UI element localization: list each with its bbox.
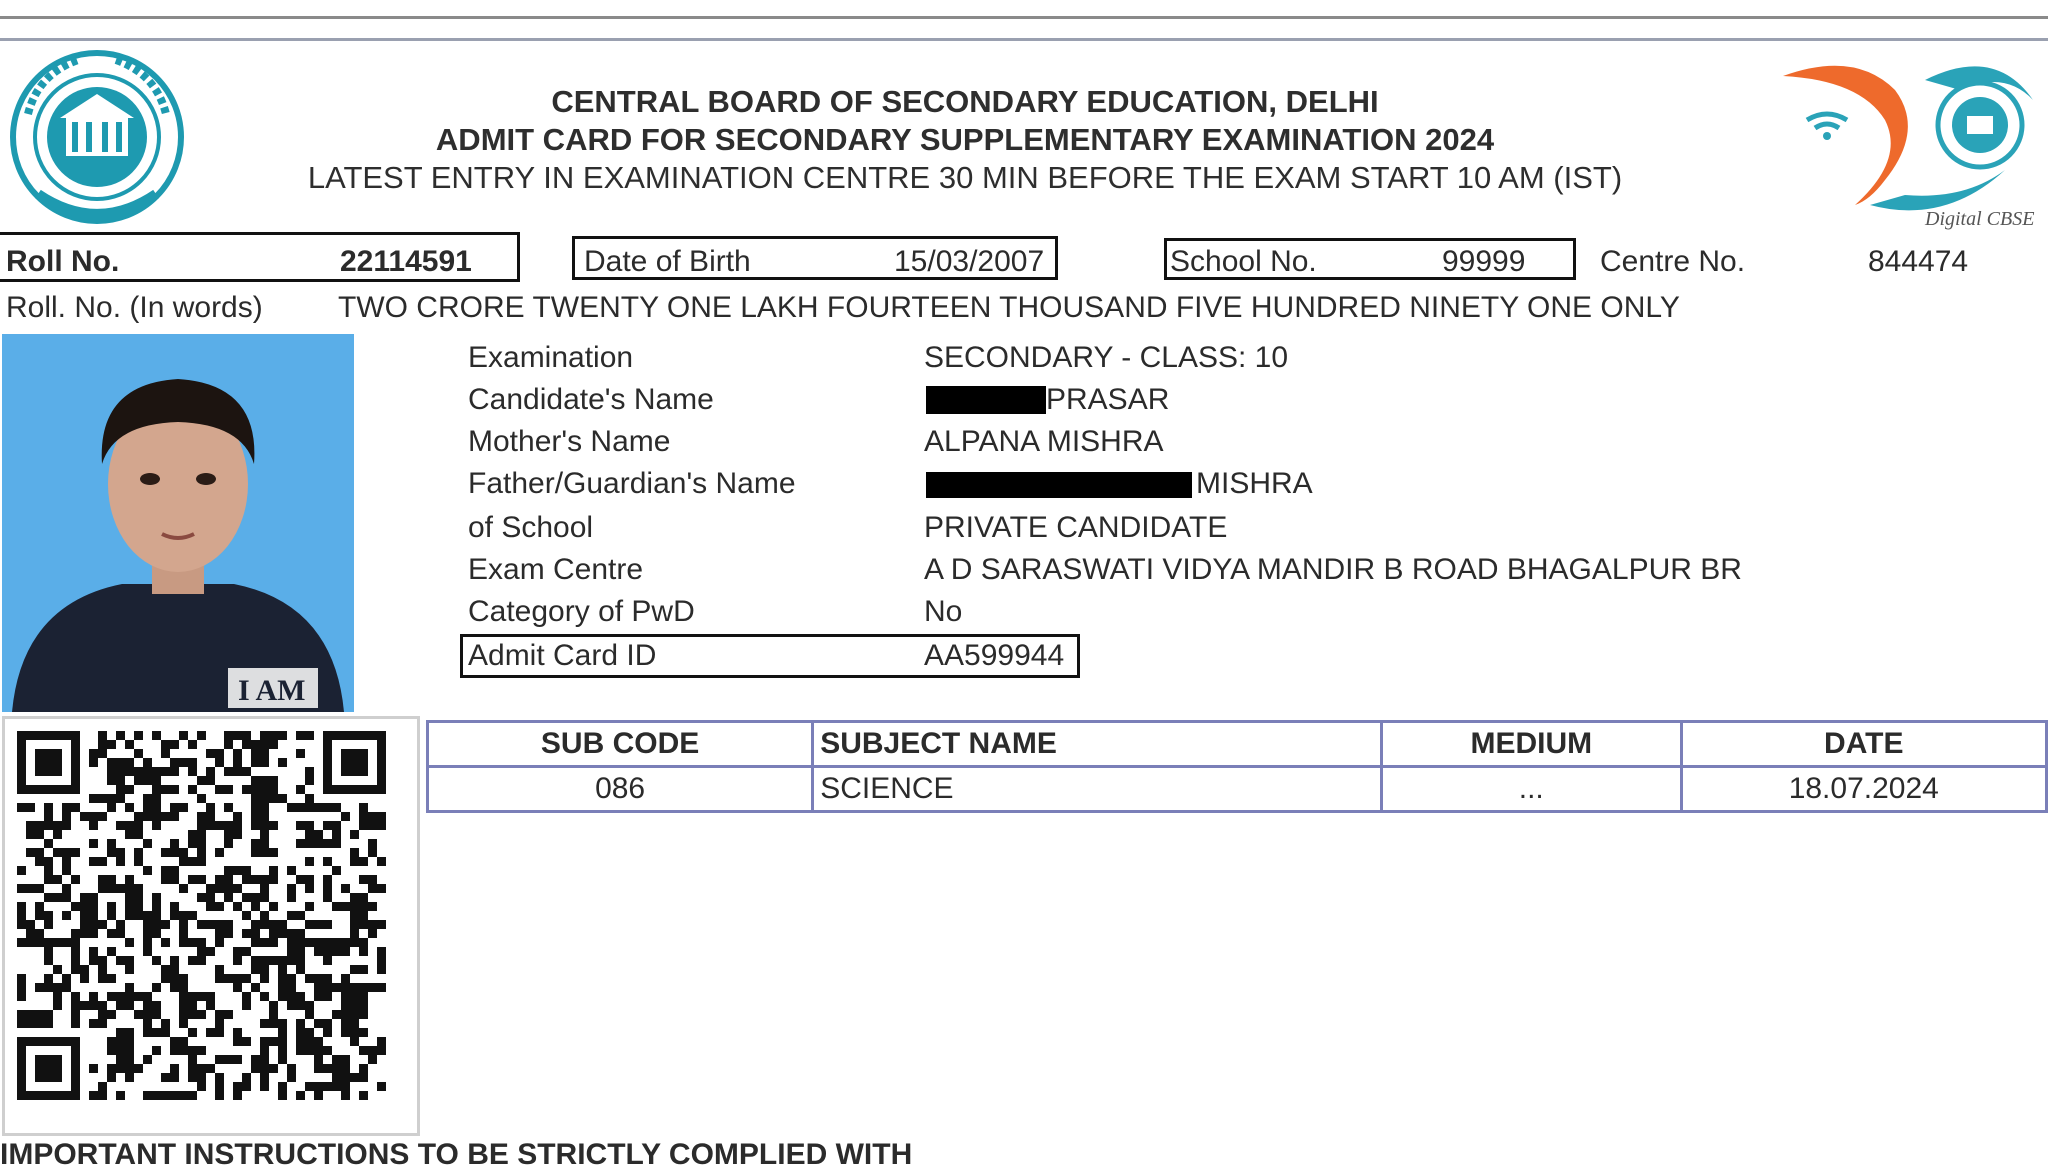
pwd-category-label: Category of PwD xyxy=(468,595,695,628)
date-cell: 18.07.2024 xyxy=(1681,767,2046,812)
exam-centre-label: Exam Centre xyxy=(468,553,644,586)
school-label: of School xyxy=(468,511,594,544)
entry-notice: LATEST ENTRY IN EXAMINATION CENTRE 30 MIN BEFORE THE EXAM START 10 AM (IST) xyxy=(307,160,1623,195)
subject-name-cell: SCIENCE xyxy=(813,767,1382,812)
instructions-heading: IMPORTANT INSTRUCTIONS TO BE STRICTLY COMPLIED WITH xyxy=(0,1138,913,1171)
qr-code xyxy=(5,719,417,1133)
qr-finder-pattern xyxy=(17,1037,80,1100)
school-value: PRIVATE CANDIDATE xyxy=(924,511,1228,544)
examination-label: Examination xyxy=(468,341,634,374)
mother-name-label: Mother's Name xyxy=(468,425,671,458)
examination-value: SECONDARY - CLASS: 10 xyxy=(924,341,1289,374)
school-no-value: 99999 xyxy=(1442,245,1526,278)
candidate-name-value: PRASAR xyxy=(1046,383,1170,416)
admit-card-title: ADMIT CARD FOR SECONDARY SUPPLEMENTARY EXAMINATION 2024 xyxy=(435,122,1495,157)
subjects-header-row xyxy=(428,722,2047,767)
mother-name-value: ALPANA MISHRA xyxy=(924,425,1164,458)
subject-name-header: SUBJECT NAME xyxy=(813,722,1382,767)
school-no-label: School No. xyxy=(1170,245,1317,278)
qr-finder-pattern xyxy=(17,731,80,794)
dob-value: 15/03/2007 xyxy=(894,245,1045,278)
admit-card-id-label: Admit Card ID xyxy=(468,639,657,672)
father-name-value: MISHRA xyxy=(1196,467,1313,500)
dob-label: Date of Birth xyxy=(584,245,751,278)
top-rule xyxy=(0,16,2048,19)
roll-words-value: TWO CRORE TWENTY ONE LAKH FOURTEEN THOUSAND FIVE HUNDRED NINETY ONE ONLY xyxy=(338,291,1680,324)
redaction-bar xyxy=(926,386,1046,414)
roll-no-value: 22114591 xyxy=(340,245,472,278)
header-rule xyxy=(0,38,2048,41)
redaction-bar xyxy=(926,472,1192,498)
sub-code-header: SUB CODE xyxy=(428,722,813,767)
table-row xyxy=(428,767,2047,812)
admit-card-id-value: AA599944 xyxy=(924,639,1065,672)
father-name-label: Father/Guardian's Name xyxy=(468,467,796,500)
centre-no-value: 844474 xyxy=(1868,245,1969,278)
centre-no-label: Centre No. xyxy=(1600,245,1746,278)
sub-code-cell: 086 xyxy=(428,767,813,812)
shirt-text: I AM xyxy=(238,674,306,707)
roll-no-label: Roll No. xyxy=(6,245,120,278)
exam-centre-value: A D SARASWATI VIDYA MANDIR B ROAD BHAGALPUR BR xyxy=(924,553,1742,586)
roll-words-label: Roll. No. (In words) xyxy=(6,291,263,324)
subjects-table xyxy=(426,720,2048,813)
medium-header: MEDIUM xyxy=(1382,722,1682,767)
qr-finder-pattern xyxy=(323,731,386,794)
medium-cell: ... xyxy=(1382,767,1682,812)
candidate-photo xyxy=(2,334,354,712)
board-name: CENTRAL BOARD OF SECONDARY EDUCATION, DELHI xyxy=(551,84,1379,119)
candidate-name-label: Candidate's Name xyxy=(468,383,714,416)
date-header: DATE xyxy=(1681,722,2046,767)
digital-cbse-caption: Digital CBSE xyxy=(1925,208,2035,230)
qr-code-frame xyxy=(2,716,420,1136)
pwd-category-value: No xyxy=(924,595,963,628)
